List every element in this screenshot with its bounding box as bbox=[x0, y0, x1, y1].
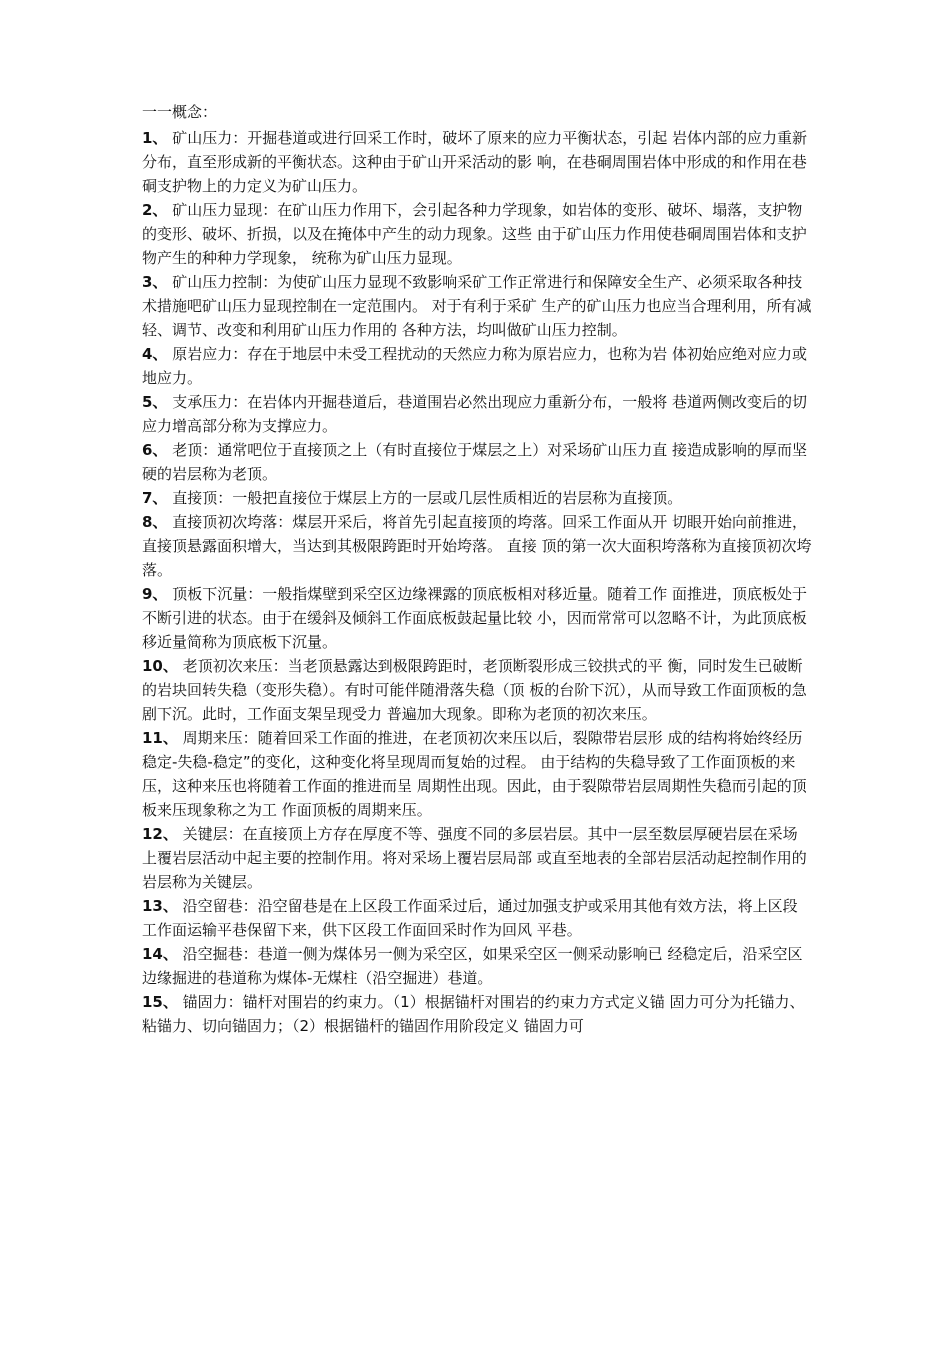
item-number: 3、 bbox=[142, 273, 168, 291]
item-number: 11、 bbox=[142, 729, 178, 747]
item-text: 一般指煤壁到采空区边缘裸露的顶底板相对移近量。随着工作 面推进，顶底板处于不断引进的状态。由于在缓斜及倾斜工作面底板鼓起量比较 小，因而常常可以忽略不计，为此顶底板移近量简称为顶底板下沉量。 bbox=[142, 585, 808, 651]
item-text: 在直接顶上方存在厚度不等、强度不同的多层岩层。其中一层至数层厚硬岩层在采场上覆岩层活动中起主要的控制作用。将对采场上覆岩层局部 或直至地表的全部岩层活动起控制作用的岩层称为关键层。 bbox=[142, 825, 807, 891]
item-number: 4、 bbox=[142, 345, 168, 363]
item-text: 巷道一侧为煤体另一侧为采空区，如果采空区一侧采动影响已 经稳定后，沿采空区边缘掘进的巷道称为煤体-无煤柱（沿空掘进）巷道。 bbox=[142, 945, 803, 987]
item-text: 随着回采工作面的推进，在老顶初次来压以后，裂隙带岩层形 成的结构将始终经历 稳定-失稳-稳定”的变化，这种变化将呈现周而复始的过程。 由于结构的失稳导致了工作面顶板的来压，这种来压也将随着工作面的推进而呈 周期性出现。因此，由于裂隙带岩层周期性失稳而引起的顶板来压现象称之为工 作面顶板的周期来压。 bbox=[142, 729, 807, 819]
item-term: 矿山压力： bbox=[172, 129, 248, 147]
item-text: 沿空留巷是在上区段工作面采过后，通过加强支护或采用其他有效方法，将上区段工作面运输平巷保留下来，供下区段工作面回采时作为回风 平巷。 bbox=[142, 897, 798, 939]
item-number: 9、 bbox=[142, 585, 168, 603]
item-text: 煤层开采后，将首先引起直接顶的垮落。回采工作面从开 切眼开始向前推进，直接顶悬露面积增大，当达到其极限跨距时开始垮落。 直接 顶的第一次大面积垮落称为直接顶初次垮落。 bbox=[142, 513, 812, 579]
definition-item bbox=[142, 438, 812, 486]
item-number: 12、 bbox=[142, 825, 178, 843]
definition-item bbox=[142, 270, 812, 342]
item-number: 10、 bbox=[142, 657, 178, 675]
definition-item bbox=[142, 726, 812, 822]
definition-item bbox=[142, 942, 812, 990]
item-term: 老顶： bbox=[172, 441, 218, 459]
item-term: 直接顶初次垮落： bbox=[172, 513, 293, 531]
item-term: 支承压力： bbox=[172, 393, 248, 411]
item-text: 在岩体内开掘巷道后，巷道围岩必然出现应力重新分布，一般将 巷道两侧改变后的切应力增高部分称为支撑应力。 bbox=[142, 393, 808, 435]
item-term: 锚固力： bbox=[182, 993, 243, 1011]
document-body bbox=[142, 100, 812, 1038]
item-term: 矿山压力显现： bbox=[172, 201, 278, 219]
item-number: 15、 bbox=[142, 993, 178, 1011]
item-term: 周期来压： bbox=[182, 729, 258, 747]
item-number: 1、 bbox=[142, 129, 168, 147]
item-number: 13、 bbox=[142, 897, 178, 915]
item-number: 2、 bbox=[142, 201, 168, 219]
item-term: 沿空留巷： bbox=[182, 897, 258, 915]
definition-item bbox=[142, 342, 812, 390]
item-text: 开掘巷道或进行回采工作时，破坏了原来的应力平衡状态，引起 岩体内部的应力重新分布，直至形成新的平衡状态。这种由于矿山开采活动的影 响，在巷硐周围岩体中形成的和作用在巷硐支护物上的力定义为矿山压力。 bbox=[142, 129, 808, 195]
section-heading: 一一概念： bbox=[142, 103, 218, 121]
item-number: 8、 bbox=[142, 513, 168, 531]
item-term: 顶板下沉量： bbox=[172, 585, 263, 603]
definition-list bbox=[142, 126, 812, 1038]
item-term: 直接顶： bbox=[172, 489, 233, 507]
item-number: 5、 bbox=[142, 393, 168, 411]
definition-item bbox=[142, 990, 812, 1038]
item-number: 7、 bbox=[142, 489, 168, 507]
item-text: 一般把直接位于煤层上方的一层或几层性质相近的岩层称为直接顶。 bbox=[232, 489, 683, 507]
definition-item bbox=[142, 582, 812, 654]
item-number: 14、 bbox=[142, 945, 178, 963]
item-text: 为使矿山压力显现不致影响采矿工作正常进行和保障安全生产、必须采取各种技术措施吧矿山压力显现控制在一定范围内。 对于有利于采矿 生产的矿山压力也应当合理利用，所有减轻、调节、改变和利用矿山压力作用的 各种方法，均叫做矿山压力控制。 bbox=[142, 273, 812, 339]
item-term: 原岩应力： bbox=[172, 345, 248, 363]
item-text: 在矿山压力作用下，会引起各种力学现象，如岩体的变形、破坏、塌落，支护物的变形、破坏、折损，以及在掩体中产生的动力现象。这些 由于矿山压力作用使巷硐周围岩体和支护物产生的种种力学现象， 统称为矿山压力显现。 bbox=[142, 201, 807, 267]
item-number: 6、 bbox=[142, 441, 168, 459]
item-term: 沿空掘巷： bbox=[182, 945, 258, 963]
item-text: 通常吧位于直接顶之上（有时直接位于煤层之上）对采场矿山压力直 接造成影响的厚而坚硬的岩层称为老顶。 bbox=[142, 441, 808, 483]
definition-item bbox=[142, 486, 812, 510]
definition-item bbox=[142, 126, 812, 198]
item-text: 当老顶悬露达到极限跨距时，老顶断裂形成三铰拱式的平 衡，同时发生已破断的岩块回转失稳（变形失稳）。有时可能伴随滑落失稳（顶 板的台阶下沉），从而导致工作面顶板的急剧下沉。此时，工作面支架呈现受力 普遍加大现象。即称为老顶的初次来压。 bbox=[142, 657, 807, 723]
item-text: 存在于地层中未受工程扰动的天然应力称为原岩应力，也称为岩 体初始应绝对应力或地应力。 bbox=[142, 345, 808, 387]
definition-item bbox=[142, 654, 812, 726]
item-text: 锚杆对围岩的约束力。（1）根据锚杆对围岩的约束力方式定义锚 固力可分为托锚力、粘锚力、切向锚固力；（2）根据锚杆的锚固作用阶段定义 锚固力可 bbox=[142, 993, 805, 1035]
definition-item bbox=[142, 510, 812, 582]
definition-item bbox=[142, 822, 812, 894]
item-term: 关键层： bbox=[182, 825, 243, 843]
definition-item bbox=[142, 894, 812, 942]
definition-item bbox=[142, 390, 812, 438]
item-term: 矿山压力控制： bbox=[172, 273, 278, 291]
item-term: 老顶初次来压： bbox=[182, 657, 288, 675]
definition-item bbox=[142, 198, 812, 270]
